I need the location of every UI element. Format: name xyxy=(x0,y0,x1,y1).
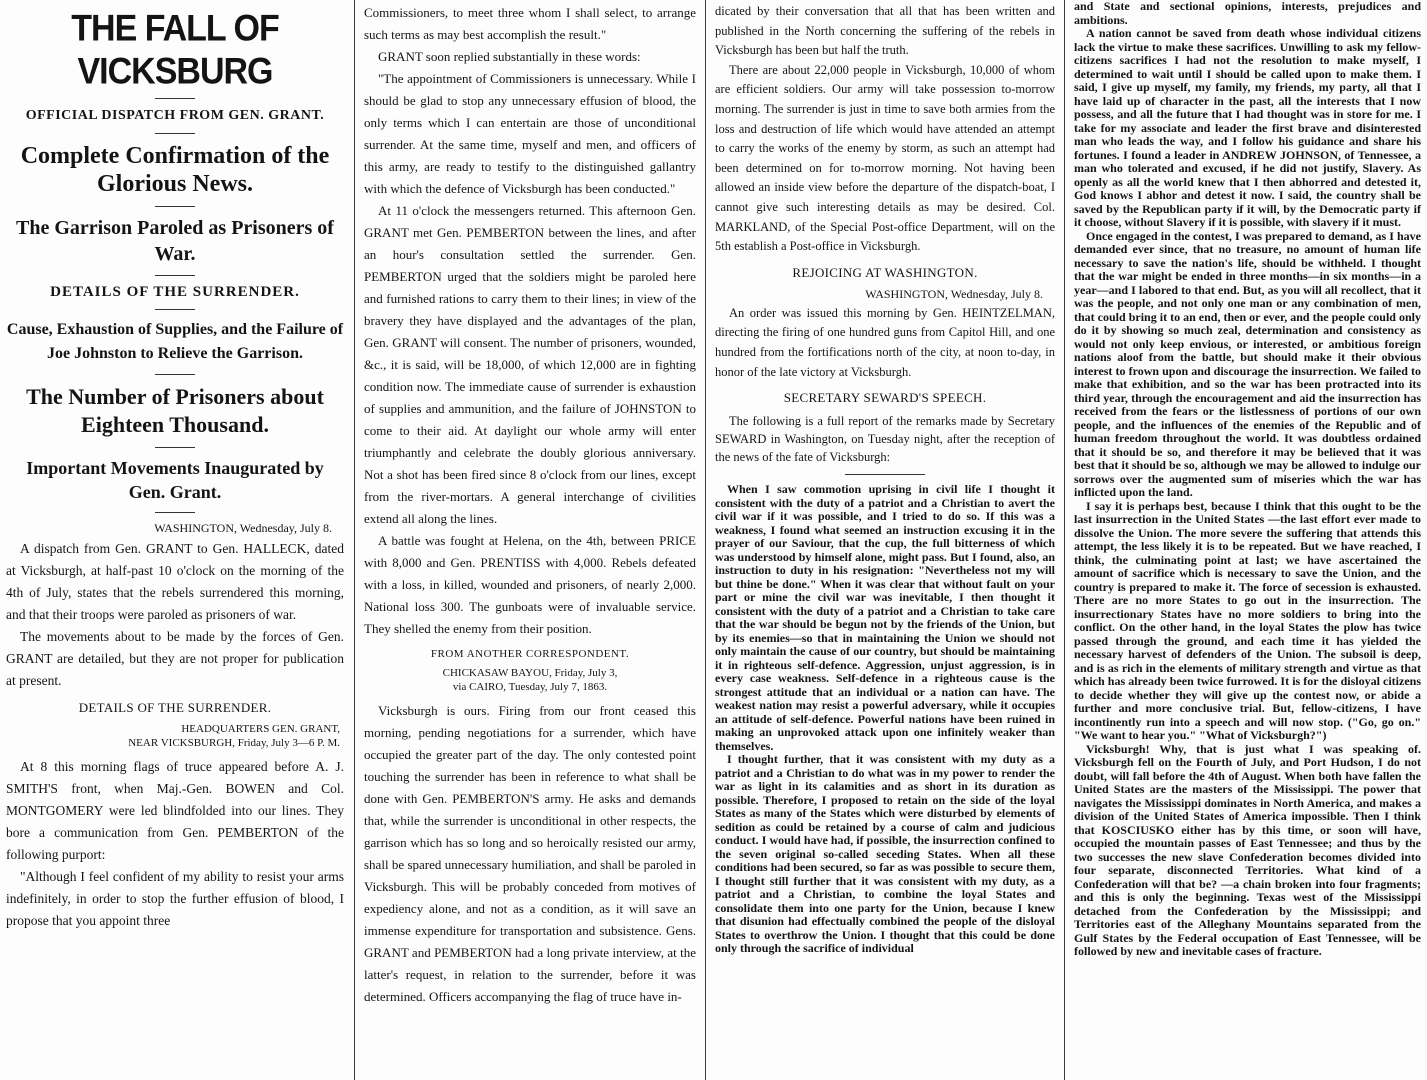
paragraph: "The appointment of Commissioners is unnecessary. While I should be glad to stop any unnecessary effusion of blood, the only terms which I can entertain are those of unconditional surrender. At the same time, myself and men, and officers of this army, are ready to testify to the distinguished gallantry with which the defence of Vicksburgh has been conducted." xyxy=(364,71,696,196)
deck-confirmation: Complete Confirmation of the Glorious News. xyxy=(20,143,330,197)
paragraph: GRANT soon replied substantially in these words: xyxy=(378,49,641,64)
deck-official-dispatch: OFFICIAL DISPATCH FROM GEN. GRANT. xyxy=(25,108,325,123)
column-2 xyxy=(358,0,702,1080)
paragraph: Vicksburgh is ours. Firing from our front ceased this morning, pending negotiations for a surrender, which have occupied the greater part of the day. The only contested point touching the surrender has been in reference to what shall be done with Gen. PEMBERTON'S army. He asks and demands that, while the surrender is unconditional in other respects, the garrison which has so long and so heroically resisted our army, shall be spared unnecessary humiliation, and shall be paroled in Vicksburgh. This will be probably conceded from motives of expediency alone, and not as a condition, as it will save an immense expenditure for transportation and subsistence. Gens. GRANT and PEMBERTON had a long private interview, at the latter's request, in relation to the surrender, before it was determined. Officers accompanying the flag of truce have in- xyxy=(364,703,696,1004)
divider xyxy=(155,512,195,513)
paragraph: Commissioners, to meet three whom I shall select, to arrange such terms as may best accomplish the result." xyxy=(364,5,696,42)
dateline-line-2: via CAIRO, Tuesday, July 7, 1863. xyxy=(452,681,608,693)
section-heading: FROM ANOTHER CORRESPONDENT. xyxy=(430,648,630,660)
divider xyxy=(155,98,195,99)
deck-movements: Important Movements Inaugurated by Gen. Grant. xyxy=(26,458,324,502)
deck-prisoners: The Number of Prisoners about Eighteen Thousand. xyxy=(26,384,324,437)
main-headline: THE FALL OF VICKSBURG xyxy=(71,7,279,93)
divider xyxy=(155,275,195,276)
deck-garrison-paroled: The Garrison Paroled as Prisoners of War. xyxy=(16,217,334,265)
section-heading: SECRETARY SEWARD'S SPEECH. xyxy=(783,390,987,406)
dateline: WASHINGTON, Wednesday, July 8. xyxy=(154,521,332,535)
paragraph: The following is a full report of the remarks made by Secretary SEWARD in Washington, on Tuesday night, after the reception of the news of the fate of Vicksburgh: xyxy=(715,414,1055,465)
column-1 xyxy=(0,0,350,1080)
column-rule xyxy=(354,0,355,1080)
paragraph: Once engaged in the contest, I was prepared to demand, as I have demanded ever since, that no treasure, no amount of human life necessary to save the nation's life, should be withheld. I thought that the war might be ended in three months—in six months—in a year—and I labored to that end. But, as you will all recollect, that it was the people, and not only one man or any combination of men, that could bring it to an end, then or ever, and the people could only do it by showing so much zeal, determination and consistency as would not only keep envious, or interested, or ambitious foreign nations aloof from the battle, but should make it their obvious interest to frown upon and discourage the insurrection. We failed to make that exhibition, and so the war has been protracted into its third year, through the encouragement and aid the insurrection has received from the fears or the listlessness of portions of our own people, and the influences of the enemies of the Republic and of human freedom throughout the world. It was doubtless ordained that it should be so, and therefore it may be believed that it was best that it should be so, although we may be allowed to indulge our sorrows over the augmented sum of miseries which the war has inflicted upon the land. xyxy=(1074,228,1421,499)
section-heading: REJOICING AT WASHINGTON. xyxy=(792,264,978,280)
column-3 xyxy=(709,0,1061,1080)
divider xyxy=(155,374,195,375)
paragraph: A nation cannot be saved from death whose individual citizens lack the virtue to make these sacrifices. Unwilling to ask my fellow-citizens sacrifices I had not the resolution to make myself, I determined to wait until I should be called upon to make them. I said, I give up myself, my family, my friends, my party, all that I have laid up of character in the past, all the interests that I now possess, and all the future that I had thought was in store for me. I take for my associate and leader the first brave and disinterested man who leads the way, and I follow his guidance and share his fortunes. I found a leader in ANDREW JOHNSON, of Tennessee, a man who tolerated and excused, if he did not justify, Slavery. As openly as all the world knew that I then abhorred and detested it, God knows I abhor and detest it now. I said, the country shall be saved by the Republican party if it will, by the Democratic party if it choose, without Slavery if it is possible, with slavery if it must. xyxy=(1074,26,1421,229)
paragraph: An order was issued this morning by Gen. HEINTZELMAN, directing the firing of one hundred guns from Capitol Hill, and one hundred from the fortifications north of the city, at noon to-day, in honor of the late victory at Vicksburgh. xyxy=(715,305,1055,379)
paragraph: Vicksburgh! Why, that is just what I was speaking of. Vicksburgh fell on the Fourth of July, and Port Hudson, I do not doubt, will fall before the 4th of August. When both have fallen the United States are the masters of the Mississippi. The power that navigates the Mississippi dominates in North America, and makes a division of the United States of America impossible. Then I think that KOSCIUSKO either has by this time, or soon will have, occupied the mountain passes of East Tennessee; and thus by the two successes the new slave Confederation becomes divided into four separate, disconnected Territories. What kind of a Confederation will that be? —a chain broken into four fragments; and this is only the beginning. Texas west of the Mississippi detached from the Confederation by the Mississippi; and Territories east of the Alleghany Mountains separated from the Gulf States by the Federal occupation of East Tennessee, will be followed by new and inevitable cases of fracture. xyxy=(1074,741,1421,958)
paragraph: At 8 this morning flags of truce appeared before A. J. SMITH'S front, when Maj.-Gen. BOWEN and Col. MONTGOMERY were led blindfolded into our lines. They bore a communication from Gen. PEMBERTON of the following purport: xyxy=(6,759,344,862)
paragraph: There are about 22,000 people in Vicksburgh, 10,000 of whom are efficient soldiers. Our army will take possession to-morrow morning. The surrender is just in time to save both armies from the loss and destruction of life which would have attended an attempt to carry the works of the enemy by storm, as such an attempt had been determined on for to-morrow morning. Not having been allowed an inside view before the departure of the dispatch-boat, I cannot give such interesting details as may be desired. Col. MARKLAND, of the Special Post-office Department, will on the 5th establish a Post-office in Vicksburgh. xyxy=(715,62,1055,254)
section-heading: DETAILS OF THE SURRENDER. xyxy=(78,700,272,715)
hq-line-1: HEADQUARTERS GEN. GRANT, xyxy=(181,723,340,735)
dateline: WASHINGTON, Wednesday, July 8. xyxy=(865,286,1043,301)
divider xyxy=(155,447,195,448)
paragraph: I say it is perhaps best, because I think that this ought to be the last insurrection in the United States —the last effort ever made to dissolve the Union. The more severe the suffering that attends this attempt, the less likely it is to be repeated. But we have reached, I think, the culminating point at last; we have ascertained the amount of sacrifice which is necessary to save the Union, and the country is prepared to make it. The force of secession is exhausted. There are no more States to go out in the insurrection. The insurrectionary States have no more soldiers to bring into the conflict. On the other hand, in the loyal States the plow has twice passed through the ground, and each time it has yielded the necessary harvest of defenders of the Union. The subsoil is deep, and is as rich in the elements of military strength and virtue as that which has already been twice furrowed. It is for the disloyal citizens to decide whether they will give up the contest now, or abide a further and more conclusive trial. But, fellow-citizens, I have incontinently run into a speech and will now stop. ("Go, go on." "We want to hear you." "What of Vicksburgh?") xyxy=(1074,498,1421,742)
paragraph: and State and sectional opinions, interests, prejudices and ambitions. xyxy=(1074,0,1421,27)
divider xyxy=(845,474,925,475)
column-rule xyxy=(1064,0,1065,1080)
paragraph: A battle was fought at Helena, on the 4th, between PRICE with 8,000 and Gen. PRENTISS with 4,000. Rebels defeated with a loss, in killed, wounded and prisoners, of nearly 2,000. National loss 300. The gunboats were of invaluable service. They shelled the enemy from their position. xyxy=(364,533,696,636)
paragraph: When I saw commotion uprising in civil life I thought it consistent with the duty of a patriot and a Christian to avert the civil war if it was possible, and I tried to do so. If this was a weakness, I found what seemed an instruction excusing it in the prayer of our Saviour, that the cup, the full bitterness of which was understood by himself alone, might pass. But I found, also, an instruction to duty in his resignation: "Nevertheless not my will but thine be done." When it was clear that without fault on your part or mine the civil war was inevitable, I then thought it consistent with the duty of a patriot and a Christian to take care that the war should be begun not by the friends of the Union, but by its enemies—so that in maintaining the Union we should not only maintain the cause of our country, but should be maintaining it in righteous self-defence. Aggression, unjust aggression, is in every case weakness. Self-defence in a righteous cause is the strongest attitude that an individual or a nation can have. The weakest nation may resist a powerful adversary, while it occupies an attitude of self-defence. Powerful nations have been ruined in making an unprovoked attack upon one infinitely weaker than themselves. xyxy=(715,482,1055,753)
paragraph: At 11 o'clock the messengers returned. This afternoon Gen. GRANT met Gen. PEMBERTON between the lines, and after an hour's consultation settled the surrender. Gen. PEMBERTON urged that the soldiers might be paroled here and furnished rations to carry them to their lines; in view of the bravery they have displayed and the advantages of the plan, Gen. GRANT will consent. The number of prisoners, wounded, &c., it is said, will be 18,000, of which 12,000 are in fighting condition now. The immediate cause of surrender is exhaustion of supplies and ammunition, and the failure of JOHNSTON to come to their aid. At daylight our whole army will enter triumphantly and celebrate the doubly glorious anniversary. Not a shot has been fired since 8 o'clock from our lines, except from the river-mortars. A general interchange of civilities extend all along the lines. xyxy=(364,203,696,526)
deck-details: DETAILS OF THE SURRENDER. xyxy=(50,284,300,300)
divider xyxy=(155,309,195,310)
divider xyxy=(155,206,195,207)
column-4 xyxy=(1068,0,1427,1080)
column-rule xyxy=(705,0,706,1080)
dateline-line-1: CHICKASAW BAYOU, Friday, July 3, xyxy=(442,667,618,679)
divider xyxy=(155,133,195,134)
hq-line-2: NEAR VICKSBURGH, Friday, July 3—6 P. M. xyxy=(128,737,340,749)
paragraph: I thought further, that it was consistent with my duty as a patriot and a Christian to do what was in my power to render the war as light in its calamities and as short in its duration as possible. Therefore, I proposed to retain on the side of the loyal States as many of the States which were disturbed by elements of sedition as could be retained by a course of calm and judicious conduct. I would have had, if possible, the insurrection confined to the seven original so-called seceding States. When all these conditions had been secured, so far as was possible to secure them, I thought still further that it was consistent with my duty, as a patriot and a Christian, to combine the loyal States and consolidate them into one party for the Union, because I knew that disunion had effectually combined the people of the disloyal States to overthrow the Union. I thought that this could be done only through the sacrifice of individual xyxy=(715,752,1055,956)
paragraph: "Although I feel confident of my ability to resist your arms indefinitely, in order to stop the further effusion of blood, I propose that you appoint three xyxy=(6,869,344,928)
paragraph: dicated by their conversation that all that has been written and published in the North concerning the suffering of the rebels in Vicksburgh has been but half the truth. xyxy=(715,4,1055,58)
headquarters-line xyxy=(6,722,340,750)
correspondent-dateline xyxy=(364,666,696,694)
deck-cause: Cause, Exhaustion of Supplies, and the Failure of Joe Johnston to Relieve the Garrison. xyxy=(6,321,344,362)
paragraph: A dispatch from Gen. GRANT to Gen. HALLECK, dated at Vicksburgh, at half-past 10 o'clock on the morning of the 4th of July, states that the rebels surrendered this morning, and that their troops were paroled as prisoners of war. xyxy=(6,541,344,622)
paragraph: The movements about to be made by the forces of Gen. GRANT are detailed, but they are not proper for publication at present. xyxy=(6,629,344,688)
